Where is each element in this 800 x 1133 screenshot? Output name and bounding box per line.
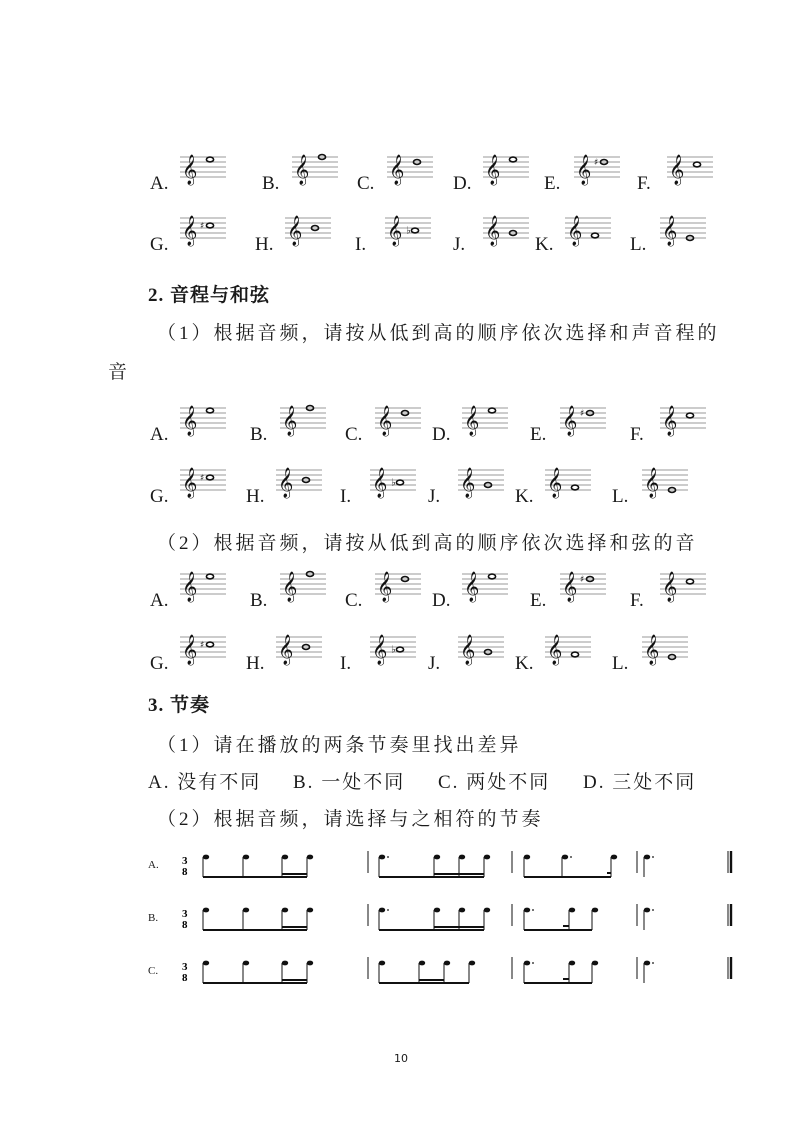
svg-text:♯: ♯: [200, 473, 205, 484]
option-label: J.: [453, 234, 466, 255]
svg-text:♭: ♭: [406, 225, 411, 237]
svg-text:♭: ♭: [391, 644, 396, 656]
option-label: H.: [255, 234, 274, 255]
svg-text:♯: ♯: [580, 409, 585, 419]
staff-note-icon: [660, 402, 704, 436]
staff-note-icon: [660, 212, 704, 246]
svg-text:3: 3: [182, 855, 188, 867]
staff-note-icon: [560, 402, 604, 436]
svg-text:𝄞: 𝄞: [282, 406, 298, 436]
section-3-choices: [148, 767, 728, 793]
option-label: D.: [453, 173, 472, 194]
staff-note-icon: [660, 568, 704, 602]
staff-note-icon: [292, 151, 336, 185]
staff-note-icon: [483, 151, 527, 185]
svg-text:𝄞: 𝄞: [278, 635, 294, 665]
staff-note-icon: [560, 568, 604, 602]
svg-text:𝄞: 𝄞: [485, 155, 501, 185]
option-label: C.: [345, 424, 363, 445]
staff-note-icon: [385, 212, 429, 246]
staff-note-icon: [285, 212, 329, 246]
staff-note-icon: [375, 402, 419, 436]
section-3-question-1: （1）请在播放的两条节奏里找出差异: [157, 735, 522, 756]
staff-note-icon: [276, 464, 320, 498]
section-3-question-2: （2）根据音频，请选择与之相符的节奏: [157, 809, 544, 830]
staff-note-icon: [180, 151, 224, 185]
staff-note-icon: [280, 568, 324, 602]
option-label: D.: [432, 590, 451, 611]
svg-text:𝄞: 𝄞: [485, 216, 501, 246]
section-2-question-1-cont: 音: [108, 362, 131, 383]
rhythm-label: C.: [148, 965, 159, 977]
svg-text:𝄞: 𝄞: [182, 406, 198, 436]
option-label: E.: [544, 173, 561, 194]
option-label: B.: [250, 424, 268, 445]
option-label: E.: [530, 424, 547, 445]
staff-note-icon: [180, 631, 224, 665]
staff-note-icon: [667, 151, 711, 185]
svg-text:𝄞: 𝄞: [547, 468, 563, 498]
staff-note-icon: [280, 402, 324, 436]
svg-text:♯: ♯: [200, 640, 205, 651]
staff-note-icon: [462, 568, 506, 602]
section-2-heading: 2. 音程与和弦: [148, 285, 271, 306]
option-label: L.: [612, 486, 629, 507]
svg-text:𝄞: 𝄞: [547, 635, 563, 665]
svg-text:𝄞: 𝄞: [460, 635, 476, 665]
svg-text:𝄞: 𝄞: [387, 216, 403, 246]
svg-text:𝄞: 𝄞: [287, 216, 303, 246]
option-label: G.: [150, 234, 169, 255]
option-label: J.: [428, 653, 441, 674]
option-label: A.: [150, 590, 169, 611]
staff-note-icon: [458, 631, 502, 665]
option-label: D.: [432, 424, 451, 445]
svg-text:𝄞: 𝄞: [644, 468, 660, 498]
option-label: I.: [340, 486, 352, 507]
staff-note-icon: [545, 631, 589, 665]
svg-text:𝄞: 𝄞: [278, 468, 294, 498]
svg-text:♯: ♯: [594, 158, 599, 168]
svg-text:8: 8: [182, 919, 188, 931]
svg-text:𝄞: 𝄞: [182, 635, 198, 665]
option-label: E.: [530, 590, 547, 611]
svg-text:𝄞: 𝄞: [182, 572, 198, 602]
page-number: 10: [394, 1052, 408, 1065]
svg-text:𝄞: 𝄞: [464, 406, 480, 436]
choice-c[interactable]: C. 两处不同: [438, 772, 551, 793]
staff-note-icon: [565, 212, 609, 246]
staff-note-icon: [180, 212, 224, 246]
svg-text:𝄞: 𝄞: [562, 572, 578, 602]
option-label: F.: [630, 590, 644, 611]
staff-note-icon: [180, 568, 224, 602]
option-label: H.: [246, 653, 265, 674]
svg-text:3: 3: [182, 961, 188, 973]
section-2-question-2: （2）根据音频，请按从低到高的顺序依次选择和弦的音: [157, 533, 698, 554]
section-3-heading: 3. 节奏: [148, 695, 211, 716]
staff-note-icon: [483, 212, 527, 246]
option-label: K.: [515, 653, 534, 674]
svg-text:𝄞: 𝄞: [372, 468, 388, 498]
option-label: B.: [262, 173, 280, 194]
option-label: G.: [150, 486, 169, 507]
svg-text:3: 3: [182, 908, 188, 920]
option-label: L.: [612, 653, 629, 674]
svg-text:𝄞: 𝄞: [464, 572, 480, 602]
staff-note-icon: [276, 631, 320, 665]
svg-text:♭: ♭: [391, 477, 396, 489]
svg-text:𝄞: 𝄞: [662, 572, 678, 602]
svg-text:𝄞: 𝄞: [282, 572, 298, 602]
svg-text:♯: ♯: [580, 575, 585, 585]
rhythm-notation-icon: [182, 847, 742, 892]
staff-note-icon: [642, 631, 686, 665]
svg-text:8: 8: [182, 972, 188, 984]
option-label: K.: [515, 486, 534, 507]
rhythm-notation-icon: [182, 953, 742, 998]
choice-b[interactable]: B. 一处不同: [293, 772, 406, 793]
staff-note-icon: [545, 464, 589, 498]
staff-note-icon: [462, 402, 506, 436]
svg-text:𝄞: 𝄞: [662, 216, 678, 246]
svg-text:𝄞: 𝄞: [644, 635, 660, 665]
svg-text:𝄞: 𝄞: [377, 572, 393, 602]
option-label: I.: [355, 234, 367, 255]
option-label: I.: [340, 653, 352, 674]
svg-text:𝄞: 𝄞: [389, 155, 405, 185]
option-label: A.: [150, 173, 169, 194]
option-label: C.: [357, 173, 375, 194]
svg-text:𝄞: 𝄞: [576, 155, 592, 185]
rhythm-label: B.: [148, 912, 159, 924]
staff-note-icon: [180, 402, 224, 436]
option-label: G.: [150, 653, 169, 674]
option-label: A.: [150, 424, 169, 445]
staff-note-icon: [180, 464, 224, 498]
svg-text:𝄞: 𝄞: [372, 635, 388, 665]
rhythm-notation-icon: [182, 900, 742, 945]
choice-d[interactable]: D. 三处不同: [583, 772, 697, 793]
staff-note-icon: [370, 631, 414, 665]
section-2-question-1: （1）根据音频，请按从低到高的顺序依次选择和声音程的: [157, 323, 720, 344]
svg-text:𝄞: 𝄞: [182, 468, 198, 498]
svg-text:𝄞: 𝄞: [460, 468, 476, 498]
option-label: F.: [630, 424, 644, 445]
rhythm-label: A.: [148, 859, 159, 871]
svg-text:𝄞: 𝄞: [294, 155, 310, 185]
svg-text:♯: ♯: [200, 221, 205, 232]
svg-text:𝄞: 𝄞: [562, 406, 578, 436]
svg-text:𝄞: 𝄞: [567, 216, 583, 246]
option-label: J.: [428, 486, 441, 507]
svg-text:𝄞: 𝄞: [182, 216, 198, 246]
option-label: H.: [246, 486, 265, 507]
option-label: F.: [637, 173, 651, 194]
svg-text:𝄞: 𝄞: [662, 406, 678, 436]
option-label: L.: [630, 234, 647, 255]
staff-note-icon: [458, 464, 502, 498]
staff-note-icon: [387, 151, 431, 185]
staff-note-icon: [375, 568, 419, 602]
svg-text:8: 8: [182, 866, 188, 878]
staff-note-icon: [574, 151, 618, 185]
option-label: B.: [250, 590, 268, 611]
option-label: K.: [535, 234, 554, 255]
svg-text:𝄞: 𝄞: [182, 155, 198, 185]
option-label: C.: [345, 590, 363, 611]
svg-text:𝄞: 𝄞: [377, 406, 393, 436]
staff-note-icon: [370, 464, 414, 498]
staff-note-icon: [642, 464, 686, 498]
svg-text:𝄞: 𝄞: [669, 155, 685, 185]
choice-a[interactable]: A. 没有不同: [148, 772, 262, 793]
